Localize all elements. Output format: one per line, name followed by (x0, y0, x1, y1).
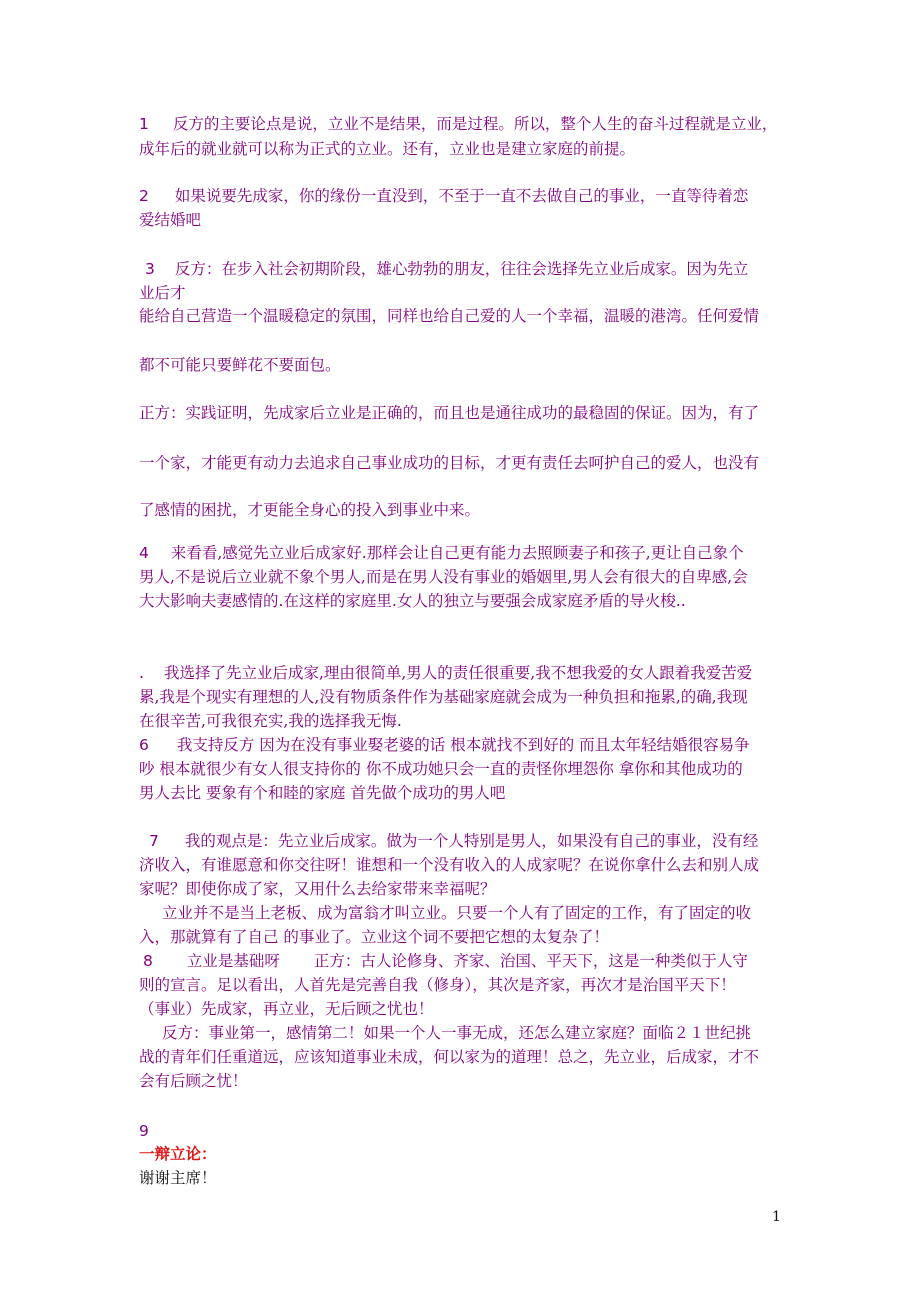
paragraph-4-line-1 (139, 543, 744, 563)
item-number: 4 (139, 544, 149, 562)
paragraph-5-line-3: 在很辛苦,可我很充实,我的选择我无悔. (139, 712, 402, 730)
text: 我选择了先立业后成家,理由很简单,男人的责任很重要,我不想我爱的女人跟着我爱苦爱 (163, 664, 753, 682)
item-number: 8 (143, 952, 153, 970)
paragraph-2-line-1 (139, 186, 748, 206)
paragraph-8-line-5: 战的青年们任重道远，应该知道事业未成，何以家为的道理！总之，先立业，后成家，才不 (139, 1048, 760, 1066)
item-number: . (139, 664, 144, 682)
item-number: 7 (149, 832, 159, 850)
text: 反方的主要论点是说，立业不是结果，而是过程。所以，整个人生的奋斗过程就是立业， (172, 115, 778, 133)
item-number: 6 (139, 736, 149, 754)
item-number-9: 9 (139, 1122, 149, 1140)
text: 立业是基础呀 (186, 952, 280, 970)
paragraph-3b-line-1: 正方：实践证明，先成家后立业是正确的，而且也是通往成功的最稳固的保证。因为，有了 (139, 404, 760, 422)
text: 如果说要先成家，你的缘份一直没到，不至于一直不去做自己的事业，一直等待着恋 (174, 187, 749, 205)
paragraph-1-line-2: 成年后的就业就可以称为正式的立业。还有，立业也是建立家庭的前提。 (139, 140, 636, 158)
paragraph-7-line-3: 家呢？即使你成了家，又用什么去给家带来幸福呢？ (139, 880, 496, 898)
paragraph-6-line-3: 男人去比 要象有个和睦的家庭 首先做个成功的男人吧 (139, 784, 506, 802)
paragraph-3-line-1 (145, 259, 748, 279)
text: 正方：古人论修身、齐家、治国、平天下，这是一种类似于人守 (313, 952, 748, 970)
paragraph-4-line-2: 男人,不是说后立业就不象个男人,而是在男人没有事业的婚姻里,男人会有很大的自卑感,会 (139, 568, 748, 586)
paragraph-5-line-2: 累,我是个现实有理想的人,没有物质条件作为基础家庭就会成为一种负担和拖累,的确,我现 (139, 688, 748, 706)
paragraph-6-line-2: 吵 根本就很少有女人很支持你的 你不成功她只会一直的责怪你埋怨你 拿你和其他成功的 (139, 760, 743, 778)
paragraph-3-line-4: 都不可能只要鲜花不要面包。 (139, 356, 341, 374)
item-number: 2 (139, 187, 149, 205)
paragraph-8-line-1 (143, 951, 748, 971)
text: 我支持反方 因为在没有事业娶老婆的话 根本就找不到好的 而且太年轻结婚很容易争 (176, 736, 750, 754)
text: 来看看,感觉先立业后成家好.那样会让自己更有能力去照顾妻子和孩子,更让自己象个 (170, 544, 744, 562)
text: 反方：在步入社会初期阶段，雄心勃勃的朋友，往往会选择先立业后成家。因为先立 (174, 260, 749, 278)
paragraph-4-line-3: 大大影响夫妻感情的.在这样的家庭里.女人的独立与要强会成家庭矛盾的导火梭.. (139, 592, 686, 610)
paragraph-3-line-3: 能给自己营造一个温暖稳定的氛围，同样也给自己爱的人一个幸福，温暖的港湾。任何爱情 (139, 307, 760, 325)
paragraph-7-line-5: 入，那就算有了自己 的事业了。立业这个词不要把它想的太复杂了！ (139, 928, 609, 946)
page-number: 1 (772, 1209, 781, 1225)
paragraph-6-line-1 (139, 735, 750, 755)
paragraph-3b-line-3: 了感情的困扰，才更能全身心的投入到事业中来。 (139, 501, 481, 519)
item-number: 3 (145, 260, 155, 278)
paragraph-8-line-3: （事业）先成家，再立业，无后顾之忧也！ (139, 1000, 434, 1018)
paragraph-7-line-4: 立业并不是当上老板、成为富翁才叫立业。只要一个人有了固定的工作，有了固定的收 (162, 904, 752, 922)
paragraph-3-line-2: 业后才 (139, 284, 186, 302)
text: 我的观点是：先立业后成家。做为一个人特别是男人，如果没有自己的事业，没有经 (184, 832, 759, 850)
item-number: 1 (139, 115, 149, 133)
paragraph-7-line-1 (149, 831, 758, 851)
paragraph-3b-line-2: 一个家，才能更有动力去追求自己事业成功的目标，才更有责任去呵护自己的爱人，也没有 (139, 454, 760, 472)
section-heading: 一辩立论： (139, 1144, 217, 1163)
paragraph-5-line-1 (139, 663, 752, 683)
paragraph-8-line-4: 反方：事业第一，感情第二！如果一个人一事无成，还怎么建立家庭？面临２１世纪挑 (162, 1024, 752, 1042)
paragraph-2-line-2: 爱结婚吧 (139, 211, 202, 229)
paragraph-1-line-1 (139, 114, 777, 134)
paragraph-8-line-2: 则的宣言。足以看出，人首先是完善自我（修身），其次是齐家，再次才是治国平天下！ (139, 976, 736, 994)
opening-line: 谢谢主席！ (139, 1169, 217, 1187)
paragraph-7-line-2: 济收入，有谁愿意和你交往呀！谁想和一个没有收入的人成家呢？在说你拿什么去和别人成 (139, 856, 760, 874)
paragraph-8-line-6: 会有后顾之忧！ (139, 1072, 248, 1090)
